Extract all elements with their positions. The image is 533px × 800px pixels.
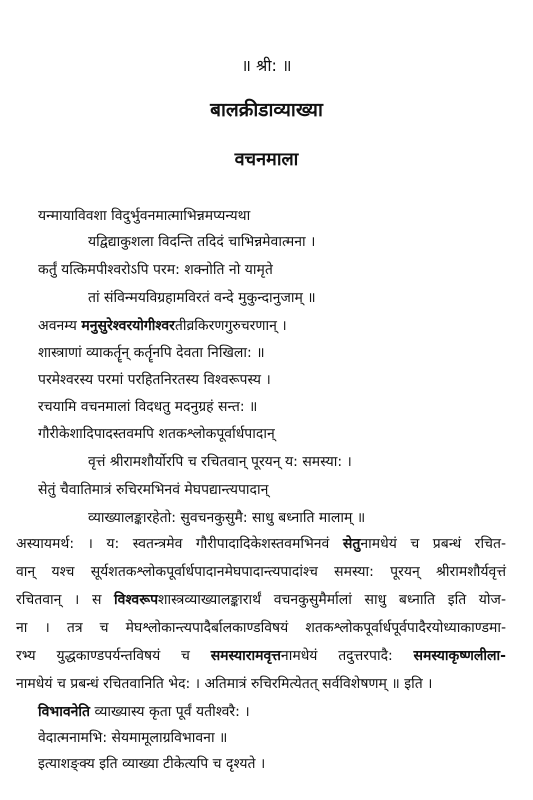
verse-line-2: यद्विद्याकुशला विदन्ति तदिदं चाभिन्नमेवात्मना । bbox=[88, 234, 316, 250]
commentary-line-4: ना । तत्र च मेघश्लोकान्त्यपादैर्बालकाण्डविषयं शतकश्लोकपूर्वार्धपूर्वपादैरयोध्याकाण्डमा- bbox=[16, 620, 506, 636]
commentary-emphasis: सेतु bbox=[342, 536, 361, 552]
verse-line-9: गौरीकेशादिपादस्तवमपि शतकश्लोकपूर्वार्धपादान् bbox=[38, 426, 275, 442]
closing-line-2: वेदात्मनामभि: सेयमामूलाग्रविभावना ॥ bbox=[38, 730, 228, 746]
commentary-emphasis: समस्याकृष्णलीला- bbox=[413, 648, 506, 664]
verse-line-5-emphasis: मनुसुरेश्वरयोगीश्वर bbox=[81, 318, 175, 334]
commentary-line-3: रचितवान् । स विश्वरूपशास्त्रव्याख्यालङ्कारार्थं वचनकुसुमैर्मालां साधु बध्नाति इति योज- bbox=[16, 592, 506, 608]
verse-line-4: तां संविन्मयविग्रहामविरतं वन्दे मुकुन्दानुजाम् ॥ bbox=[88, 290, 316, 306]
verse-line-5-suffix: तीव्रकिरणगुरुचरणान् । bbox=[174, 318, 287, 334]
page-title: बालक्रीडाव्याख्या bbox=[210, 99, 323, 121]
commentary-line-2: वान् यश्च सूर्यशतकश्लोकपूर्वार्धपादानमेघपादान्त्यपादांश्च समस्या: पूरयन् श्रीरामशौर्यवृत्तं bbox=[16, 564, 506, 580]
verse-line-1: यन्मायाविवशा विदुर्भुवनमात्माभिन्नमप्यन्यथा bbox=[38, 208, 251, 224]
invocation: ॥ श्री: ॥ bbox=[241, 56, 292, 75]
verse-line-5 bbox=[38, 316, 287, 336]
commentary-line-6: नामधेयं च प्रबन्धं रचितवानिति भेद: । अतिमात्रं रुचिरमित्येतत् सर्वविशेषणम् ॥ इति । bbox=[16, 676, 433, 692]
verse-line-12: व्याख्यालङ्कारहेतो: सुवचनकुसुमै: साधु बध्नाति मालाम् ॥ bbox=[88, 510, 366, 526]
commentary-emphasis: समस्यारामवृत्त bbox=[210, 648, 281, 664]
verse-line-7: परमेश्वरस्य परमां परहितनिरतस्य विश्वरूपस्य । bbox=[38, 372, 271, 388]
commentary-emphasis: विश्वरूप bbox=[114, 592, 159, 608]
verse-line-6: शास्त्राणां व्याकर्तॄन् कर्तॄनपि देवता निखिला: ॥ bbox=[38, 345, 265, 361]
verse-line-5-prefix: अवनम्य bbox=[38, 318, 82, 334]
commentary-line-5: रभ्य युद्धकाण्डपर्यन्तविषयं च समस्यारामवृत्तनामधेयं तदुत्तरपादै: समस्याकृष्णलीला- bbox=[16, 648, 506, 664]
closing-line-1: विभावनेति व्याख्यास्य कृता पूर्वं यतीश्वरै: । bbox=[38, 704, 250, 720]
page-subtitle: वचनमाला bbox=[234, 149, 299, 170]
commentary-line-1: अस्यायमर्थ: । य: स्वतन्त्रमेव गौरीपादादिकेशस्तवमभिनवं सेतुनामधेयं च प्रबन्धं रचित- bbox=[16, 536, 506, 552]
verse-line-3: कर्तुं यत्किमपीश्वरोऽपि परम: शक्नोति नो यामृते bbox=[38, 262, 273, 278]
verse-line-8: रचयामि वचनमालां विदधतु मदनुग्रहं सन्त: ॥ bbox=[38, 399, 258, 415]
verse-line-10: वृत्तं श्रीरामशौर्योरपि च रचितवान् पूरयन् य: समस्या: । bbox=[88, 454, 352, 470]
closing-line-3: इत्याशङ्क्य इति व्याख्या टीकेत्यपि च दृश्यते । bbox=[38, 756, 266, 772]
verse-line-11: सेतुं चैवातिमात्रं रुचिरमभिनवं मेघपद्यान्त्यपादान् bbox=[38, 482, 269, 498]
closing-emphasis: विभावनेति bbox=[38, 704, 91, 720]
